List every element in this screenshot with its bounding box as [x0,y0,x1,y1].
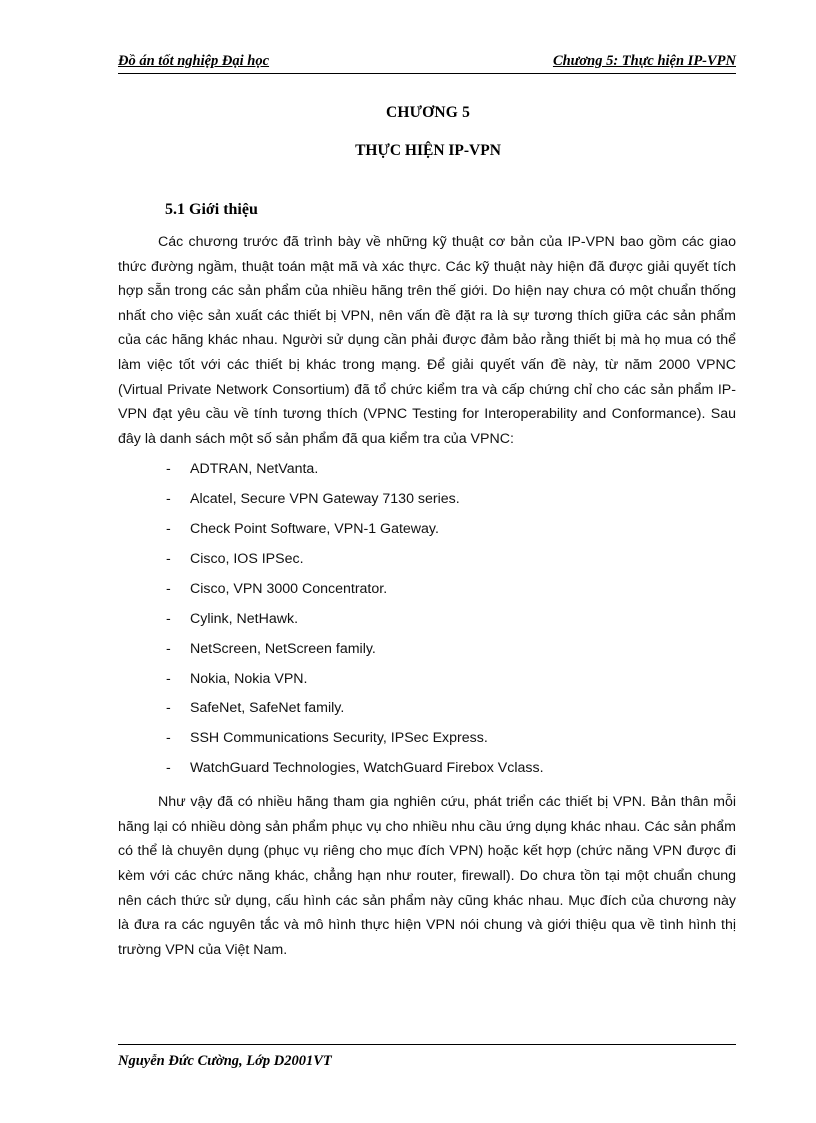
list-item [118,487,736,517]
list-bullet: - [166,700,171,717]
list-bullet: - [166,491,171,508]
list-item [118,547,736,577]
list-item-text: Check Point Software, VPN-1 Gateway. [190,521,439,538]
list-item-text: Cylink, NetHawk. [190,610,299,627]
intro-paragraph: Các chương trước đã trình bày về những kỹ thuật cơ bản của IP-VPN bao gồm các giao thức đường ngầm, thuật toán mật mã và xác thực. Các kỹ thuật này hiện đã được giải quyết tích hợp sẵn trong các sản phẩm của nhiều hãng trên thế giới. Do hiện nay chưa có một chuẩn thống nhất cho việc sản xuất các thiết bị VPN, nên vấn đề đặt ra là sự tương thích giữa các sản phẩm của các hãng khác nhau. Người sử dụng cần phải được đảm bảo rằng thiết bị mà họ mua có thể làm việc tốt với các thiết bị khác trong mạng. Để giải quyết vấn đề này, từ năm 2000 VPNC (Virtual Private Network Consortium) đã tổ chức kiểm tra và cấp chứng chỉ cho các sản phẩm IP-VPN đạt yêu cầu về tính tương thích (VPNC Testing for Interoperability and Conformance). Sau đây là danh sách một số sản phẩm đã qua kiểm tra của VPNC: [118,234,736,447]
list-item [118,756,736,786]
page-header [118,53,736,74]
body-content [118,230,736,962]
list-item [118,667,736,697]
list-item [118,457,736,487]
list-item-text: WatchGuard Technologies, WatchGuard Firebox Vclass. [190,760,544,777]
chapter-title: THỰC HIỆN IP-VPN [355,142,501,159]
list-item-text: SafeNet, SafeNet family. [190,700,345,717]
section-heading: 5.1 Giới thiệu [165,201,258,218]
list-item-text: ADTRAN, NetVanta. [190,461,319,478]
list-bullet: - [166,610,171,627]
list-bullet: - [166,640,171,657]
list-item-text: Cisco, IOS IPSec. [190,551,304,568]
list-item [118,726,736,756]
header-document-title: Đồ án tốt nghiệp Đại học [118,53,270,69]
list-bullet: - [166,521,171,538]
chapter-number: CHƯƠNG 5 [385,104,471,121]
list-item [118,577,736,607]
list-item-text: Cisco, VPN 3000 Concentrator. [190,580,388,597]
list-bullet: - [166,730,171,747]
list-bullet: - [166,551,171,568]
list-item-text: Nokia, Nokia VPN. [190,670,308,687]
list-bullet: - [166,580,171,597]
footer-author: Nguyễn Đức Cường, Lớp D2001VT [118,1053,332,1069]
list-item [118,517,736,547]
conclusion-paragraph: Như vậy đã có nhiều hãng tham gia nghiên cứu, phát triển các thiết bị VPN. Bản thân mỗi hãng lại có nhiều dòng sản phẩm phục vụ cho nhiều nhu cầu ứng dụng khác nhau. Các sản phẩm có thể là chuyên dụng (phục vụ riêng cho mục đích VPN) hoặc kết hợp (chức năng VPN được đi kèm với các chức năng khác, chẳng hạn như router, firewall). Do chưa tồn tại một chuẩn chung nên cách thức sử dụng, cấu hình các sản phẩm này cũng khác nhau. Mục đích của chương này là đưa ra các nguyên tắc và mô hình thực hiện VPN nói chung và giới thiệu qua về tình hình thị trường VPN của Việt Nam. [118,794,736,958]
list-item-text: SSH Communications Security, IPSec Express. [190,730,488,747]
list-bullet: - [166,760,171,777]
list-item [118,696,736,726]
list-item [118,637,736,667]
list-item-text: Alcatel, Secure VPN Gateway 7130 series. [190,491,460,508]
footer-divider [118,1044,736,1045]
list-item [118,607,736,637]
list-bullet: - [166,670,171,687]
header-chapter-title: Chương 5: Thực hiện IP-VPN [552,53,736,69]
vendor-list [118,457,736,786]
list-bullet: - [166,461,171,478]
list-item-text: NetScreen, NetScreen family. [190,640,376,657]
